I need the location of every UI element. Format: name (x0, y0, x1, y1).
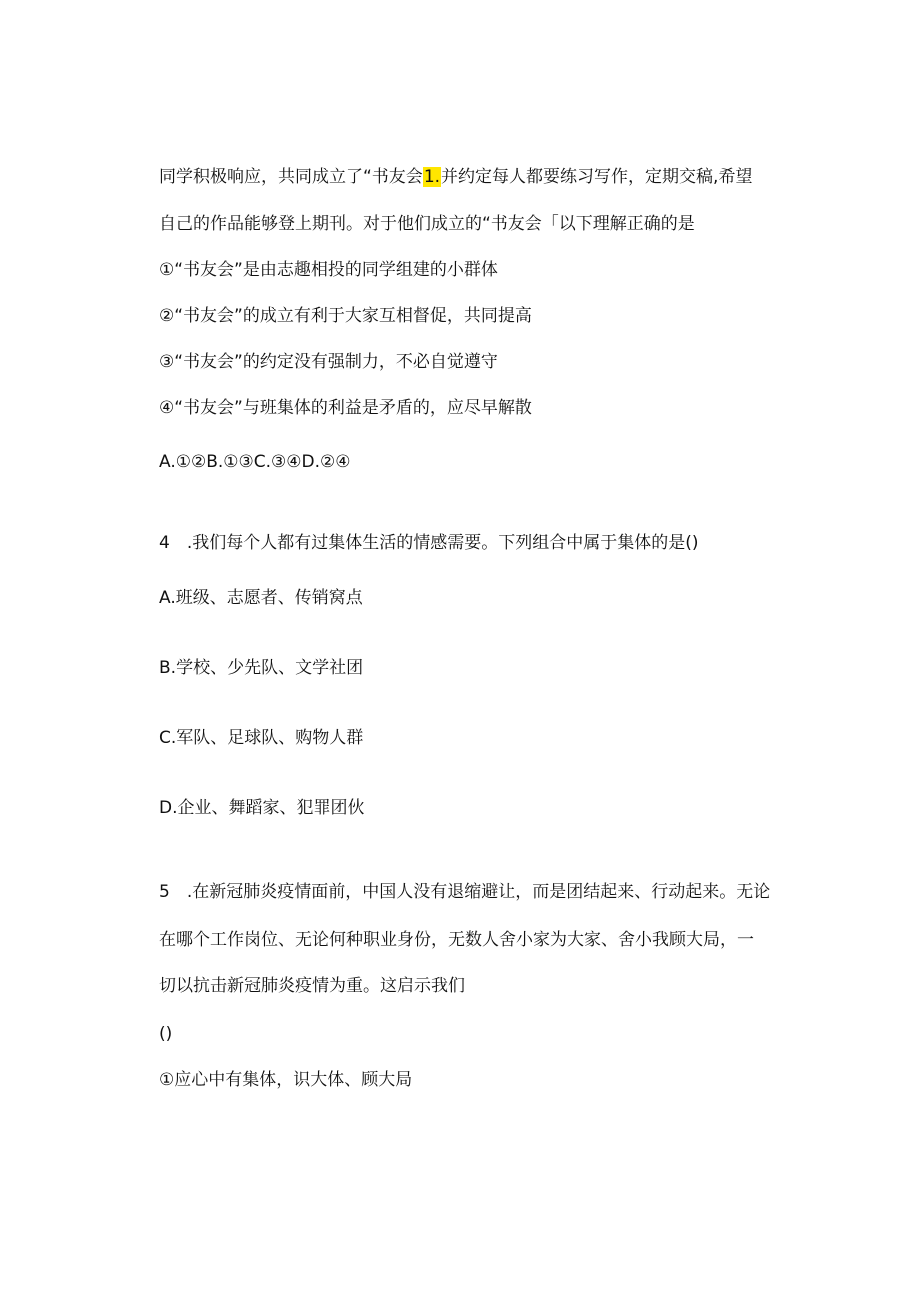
q4-option-d: D.企业、舞蹈家、犯罪团伙 (159, 798, 365, 818)
q4-stem: 4 .我们每个人都有过集体生活的情感需要。下列组合中属于集体的是() (159, 533, 699, 553)
highlighted-question-marker: 1. (423, 167, 441, 187)
q3-stem-line-1-after: 并约定每人都要练习写作，定期交稿,希望 (441, 167, 753, 187)
q3-statement-3: ③“书友会”的约定没有强制力，不必自觉遵守 (159, 352, 498, 372)
q5-statement-1: ①应心中有集体，识大体、顾大局 (159, 1070, 413, 1090)
q4-option-b: B.学校、少先队、文学社团 (159, 658, 364, 678)
q4-option-c: C.军队、足球队、购物人群 (159, 728, 364, 748)
q3-stem-line-1 (159, 166, 752, 188)
q5-stem-line-1: 5 .在新冠肺炎疫情面前，中国人没有退缩避让，而是团结起来、行动起来。无论 (159, 882, 771, 902)
q3-statement-2: ②“书友会”的成立有利于大家互相督促，共同提高 (159, 306, 532, 326)
q4-option-a: A.班级、志愿者、传销窝点 (159, 588, 363, 608)
q3-stem-line-1-before: 同学积极响应，共同成立了“书友会 (159, 167, 423, 187)
q5-answer-blank: () (159, 1024, 173, 1044)
q3-statement-1: ①“书友会”是由志趣相投的同学组建的小群体 (159, 260, 498, 280)
q5-stem-line-3: 切以抗击新冠肺炎疫情为重。这启示我们 (159, 976, 465, 996)
q3-answer-options: A.①②B.①③C.③④D.②④ (159, 452, 351, 472)
q5-stem-line-2: 在哪个工作岗位、无论何种职业身份，无数人舍小家为大家、舍小我顾大局，一 (159, 930, 754, 950)
q3-statement-4: ④“书友会”与班集体的利益是矛盾的，应尽早解散 (159, 398, 532, 418)
q3-stem-line-2: 自己的作品能够登上期刊。对于他们成立的“书友会「以下理解正确的是 (159, 214, 695, 234)
